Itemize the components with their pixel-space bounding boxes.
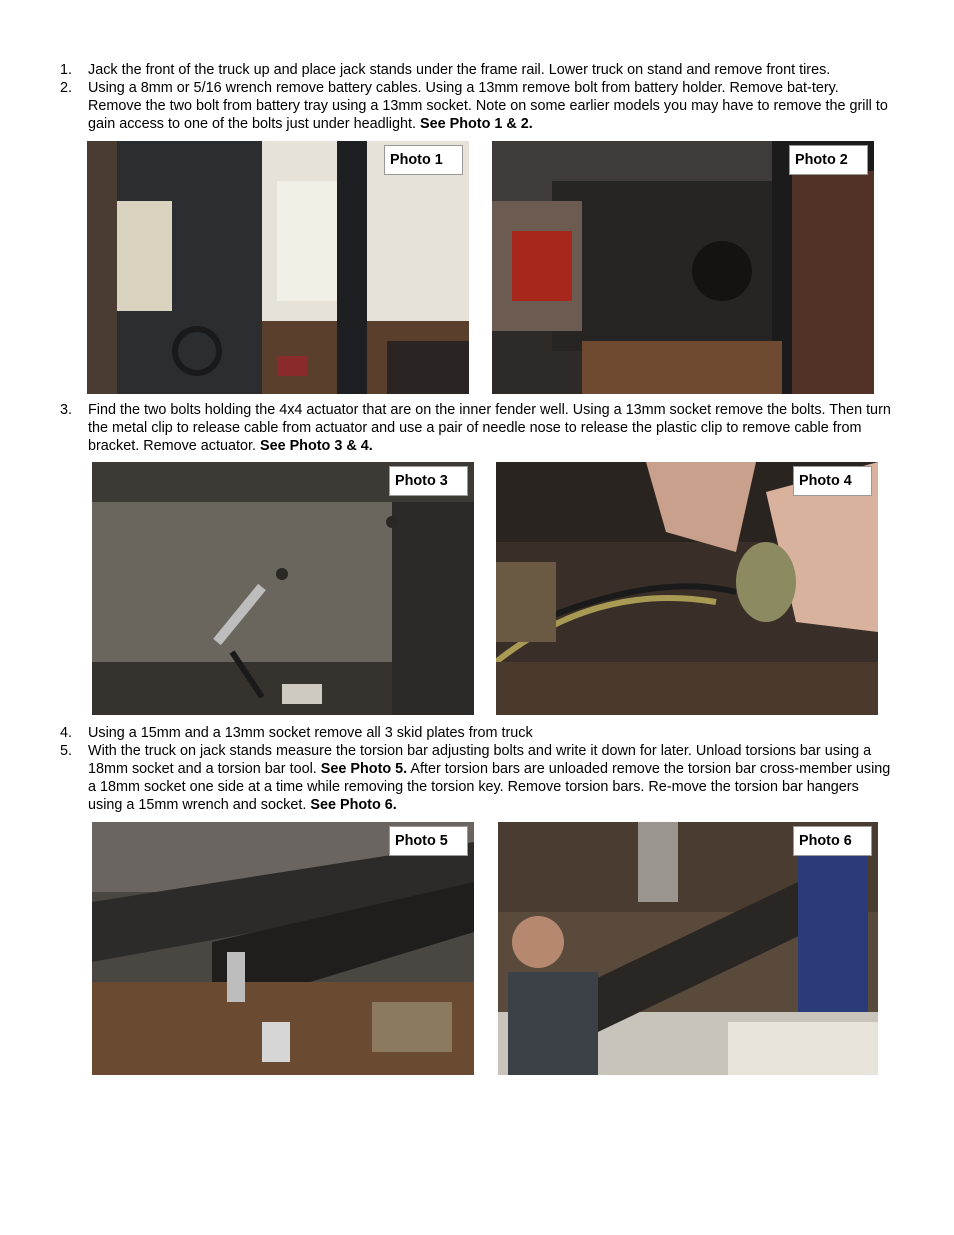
- fender-well-image: [92, 462, 474, 715]
- step-5: [60, 742, 896, 814]
- photo-reference: See Photo 3 & 4.: [259, 438, 373, 454]
- photo-5: [92, 822, 474, 1075]
- photo-reference: See Photo 1 & 2.: [420, 116, 533, 132]
- step-number: 5.: [60, 743, 73, 759]
- photo-label: Photo 5: [389, 826, 468, 856]
- torsion-bar-unload-image: [92, 822, 474, 1075]
- photo-label: Photo 4: [793, 466, 872, 496]
- step-number: 1.: [60, 62, 73, 78]
- photo-reference: See Photo 5.: [320, 761, 408, 777]
- step-text: Find the two bolts holding the 4x4 actuator that are on the inner fender well. Using a 13mm socket remove the bolts. Then turn the metal clip to release cable from actuator and use a pair of needle nose to release the plastic clip to remove cable from bracket. Remove actuator. See Photo 3 & 4.: [88, 402, 891, 454]
- photo-label: Photo 2: [789, 145, 868, 175]
- step-4: [60, 724, 896, 742]
- photo-label: Photo 1: [384, 145, 463, 175]
- photo-3: [92, 462, 474, 715]
- photo-label: Photo 6: [793, 826, 872, 856]
- step-text: Using a 15mm and a 13mm socket remove all 3 skid plates from truck: [88, 725, 533, 741]
- photo-reference: See Photo 6.: [310, 797, 397, 813]
- photo-1: [87, 141, 469, 394]
- step-number: 3.: [60, 402, 73, 418]
- step-2: [60, 79, 896, 133]
- actuator-removal-image: [496, 462, 878, 715]
- torsion-hanger-removal-image: [498, 822, 878, 1075]
- grill-removal-image: [492, 141, 874, 394]
- photo-2: [492, 141, 874, 394]
- step-text: Jack the front of the truck up and place jack stands under the frame rail. Lower truck on stand and remove front tires.: [88, 62, 831, 78]
- battery-tray-image: [87, 141, 469, 394]
- step-number: 2.: [60, 80, 73, 96]
- step-1: [60, 61, 896, 79]
- photo-6: [498, 822, 878, 1075]
- step-3: [60, 401, 896, 455]
- step-text: Using a 8mm or 5/16 wrench remove battery cables. Using a 13mm remove bolt from battery holder. Remove bat-tery. Remove the two bolt from battery tray using a 13mm socket. Note on some earlier models you may have to remove the grill to gain access to one of the bolts just under headlight. See Photo 1 & 2.: [88, 80, 888, 132]
- photo-4: [496, 462, 878, 715]
- photo-label: Photo 3: [389, 466, 468, 496]
- step-number: 4.: [60, 725, 73, 741]
- step-text: With the truck on jack stands measure the torsion bar adjusting bolts and write it down for later. Unload torsions bar using a 18mm socket and a torsion bar tool. See Photo 5. After torsion bars are unloaded remove the torsion bar cross-member using a 18mm socket one side at a time while removing the torsion key. Remove torsion bars. Re-move the torsion bar hangers using a 15mm wrench and socket. See Photo 6.: [88, 743, 891, 813]
